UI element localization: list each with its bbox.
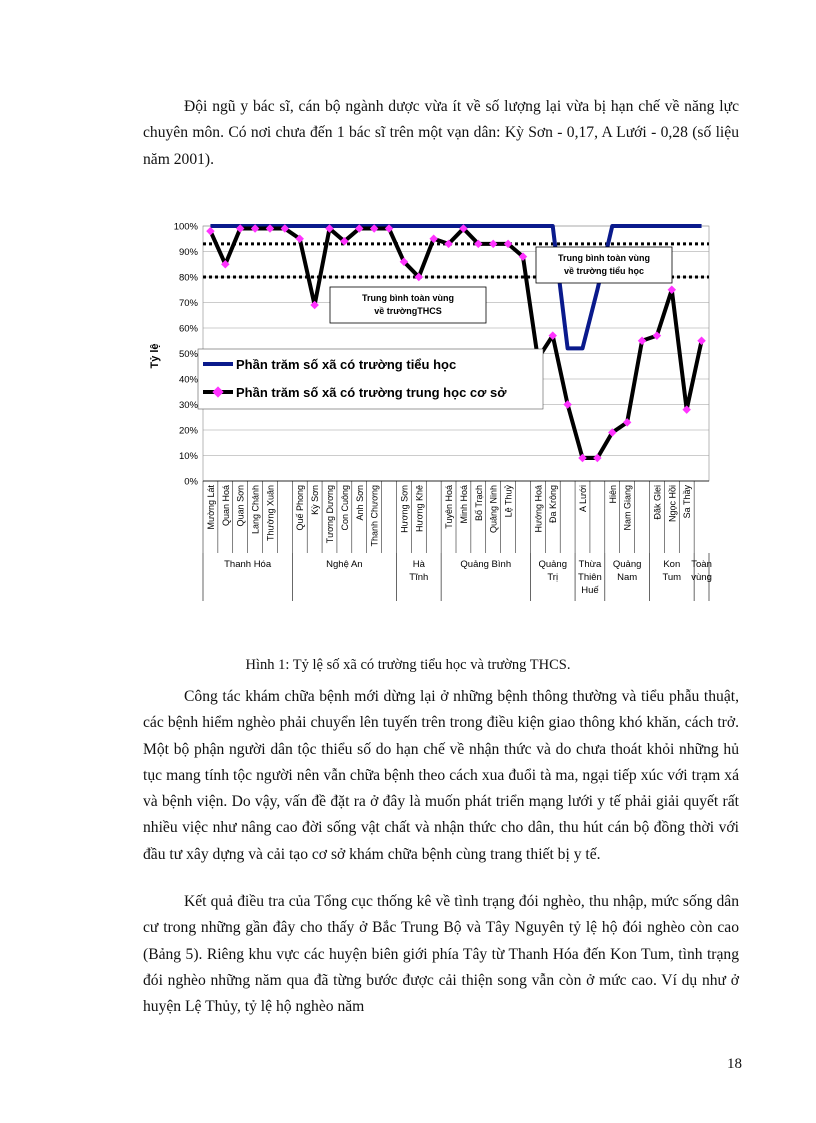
category-label: Tương Dương bbox=[325, 485, 335, 544]
annotation-thcs-line2: về trườngTHCS bbox=[374, 306, 442, 316]
group-label: Quảng bbox=[612, 559, 642, 570]
annotation-tieu-hoc bbox=[536, 247, 672, 283]
category-label: Bố Trạch bbox=[473, 485, 484, 522]
y-tick-label: 80% bbox=[178, 272, 198, 284]
category-label: Quảng Ninh bbox=[488, 485, 499, 534]
category-label: Lệ Thuỷ bbox=[503, 485, 514, 518]
group-label: Thiên bbox=[578, 572, 602, 583]
annotation-tieu-hoc-line1: Trung bình toàn vùng bbox=[558, 253, 650, 263]
group-label: Kon bbox=[663, 559, 681, 570]
category-label: Đăk Glei bbox=[652, 485, 663, 520]
group-label: Nam bbox=[617, 572, 638, 583]
category-label: Thường Xuân bbox=[265, 485, 276, 541]
category-label: Nam Giang bbox=[622, 485, 633, 531]
school-rate-chart bbox=[140, 210, 740, 610]
category-label: Quan Hoá bbox=[220, 485, 231, 527]
legend-tieu-hoc-label: Phần trăm số xã có trường tiểu học bbox=[236, 357, 457, 372]
group-label: Tum bbox=[662, 572, 682, 583]
y-tick-label: 100% bbox=[173, 221, 198, 233]
group-label: Huế bbox=[581, 585, 599, 596]
province-groups bbox=[203, 553, 712, 601]
legend-thcs-label: Phần trăm số xã có trường trung học cơ sở bbox=[236, 385, 507, 400]
y-tick-label: 60% bbox=[178, 323, 198, 335]
y-tick-label: 70% bbox=[178, 298, 198, 309]
category-label: Hướng Hoá bbox=[533, 485, 544, 533]
category-label: Kỳ Sơn bbox=[310, 485, 321, 515]
category-label: Quế Phong bbox=[295, 485, 306, 531]
category-label: Anh Sơn bbox=[354, 485, 365, 521]
category-label: Minh Hoá bbox=[458, 485, 469, 524]
category-label: Lang Chánh bbox=[250, 485, 261, 535]
group-label: Quảng bbox=[538, 559, 568, 570]
category-label: Ngọc Hồi bbox=[667, 485, 678, 523]
group-label: Thừa bbox=[578, 559, 602, 570]
y-tick-label: 30% bbox=[178, 400, 198, 411]
group-label: Nghệ An bbox=[326, 559, 363, 570]
category-label: Đa Krông bbox=[548, 485, 559, 524]
paragraph-doctors: Đội ngũ y bác sĩ, cán bộ ngành dược vừa ít về số lượng lại vừa bị hạn chế về năng lực chuyên môn. Có nơi chưa đến 1 bác sĩ trên một vạn dân: Kỳ Sơn - 0,17, A Lưới - 0,28 (số liệu năm 2001). bbox=[143, 98, 739, 168]
category-label: Hiên bbox=[607, 485, 618, 504]
group-label: Hà bbox=[412, 559, 425, 570]
category-label: Hương Sơn bbox=[399, 485, 410, 533]
y-tick-label: 20% bbox=[178, 425, 198, 437]
category-label: Thanh Chương bbox=[369, 485, 380, 547]
paragraph-healthcare: Công tác khám chữa bệnh mới dừng lại ở những bệnh thông thường và tiểu phẫu thuật, các bệnh hiểm nghèo phải chuyển lên tuyến trên trong điều kiện giao thông khó khăn, cách trở. Một bộ phận người dân tộc thiểu số do hạn chế về nhận thức và do chưa thoát khỏi những hủ tục mang tính tộc người nên vẫn chữa bệnh theo cách xua đuổi tà ma, ngại tiếp xúc với trạm xá và bệnh viện. Do vậy, vấn đề đặt ra ở đây là muốn phát triển mạng lưới y tế phải giải quyết rất nhiều việc như nâng cao đời sống vật chất và nhận thức cho dân, thu hút cán bộ đồng thời với đầu tư xây dựng và cải tạo cơ sở khám chữa bệnh cùng trang thiết bị y tế. bbox=[143, 688, 739, 863]
group-label: Quảng Bình bbox=[460, 559, 512, 570]
group-label: Tĩnh bbox=[409, 572, 429, 583]
group-label: Trị bbox=[547, 572, 559, 583]
paragraph-poverty: Kết quả điều tra của Tổng cục thống kê về tình trạng đói nghèo, thu nhập, mức sống dân cư trong những gần đây cho thấy ở Bắc Trung Bộ và Tây Nguyên tỷ lệ hộ đói nghèo còn cao (Bảng 5). Riêng khu vực các huyện biên giới phía Tây từ Thanh Hóa đến Kon Tum, tình trạng đói nghèo những năm qua đã từng bước được cải thiện song vẫn còn ở mức cao. Ví dụ như ở huyện Lệ Thủy, tỷ lệ hộ nghèo năm bbox=[143, 893, 739, 1016]
y-tick-label: 50% bbox=[178, 349, 198, 360]
category-label: Con Cuông bbox=[339, 485, 350, 531]
annotation-thcs-line1: Trung bình toàn vùng bbox=[362, 293, 454, 303]
category-labels bbox=[203, 481, 694, 553]
category-label: Tuyên Hoá bbox=[444, 485, 455, 529]
y-tick-label: 40% bbox=[178, 374, 198, 386]
legend bbox=[198, 349, 543, 409]
category-label: Sa Thầy bbox=[682, 485, 693, 519]
group-label: vùng bbox=[691, 572, 712, 583]
y-tick-label: 0% bbox=[184, 476, 198, 488]
annotation-tieu-hoc-line2: về trường tiểu học bbox=[564, 266, 644, 276]
annotation-thcs bbox=[330, 287, 486, 323]
category-label: Hương Khê bbox=[414, 485, 425, 532]
category-label: Mường Lát bbox=[205, 485, 216, 530]
page-number: 18 bbox=[727, 1056, 742, 1072]
y-tick-label: 10% bbox=[178, 451, 198, 462]
group-label: Toàn bbox=[691, 559, 712, 570]
y-axis-label: Tỷ lệ bbox=[149, 343, 161, 369]
category-label: A Lưới bbox=[578, 485, 588, 512]
y-tick-label: 90% bbox=[178, 247, 198, 258]
category-label: Quan Sơn bbox=[235, 485, 246, 527]
figure-caption: Hình 1: Tỷ lệ số xã có trường tiểu học và trường THCS. bbox=[245, 657, 571, 673]
group-label: Thanh Hóa bbox=[224, 559, 272, 570]
